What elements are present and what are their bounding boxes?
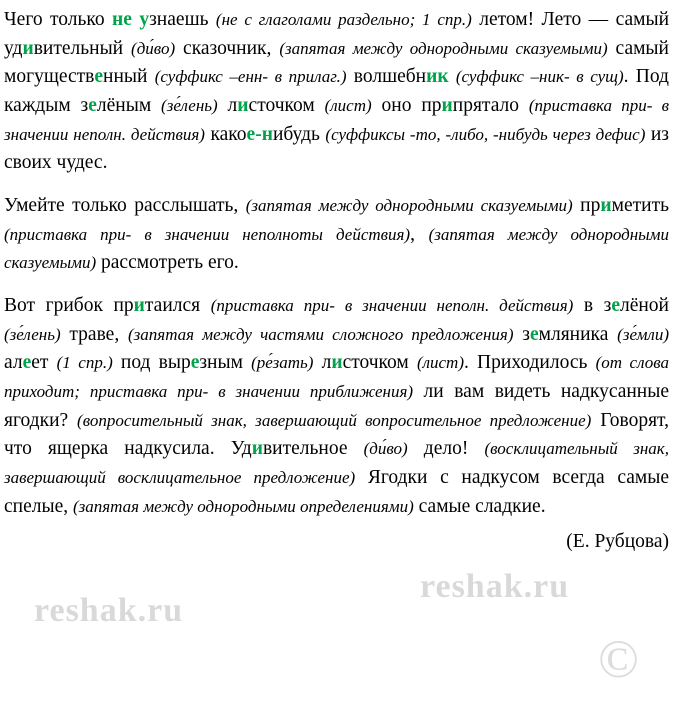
text-run	[449, 66, 456, 87]
grammar-note: (суффикс –енн- в прилаг.)	[154, 67, 347, 87]
grammar-note: (ре́зать)	[251, 353, 314, 373]
text-run: л	[313, 352, 332, 374]
text-run: сточком	[248, 94, 325, 116]
paragraph	[4, 6, 669, 178]
grammar-note: (от слова приходит; приставка при- в значении приближения)	[4, 353, 669, 401]
paragraph	[4, 192, 669, 278]
grammar-note: (приставка при- в значении неполн. действия)	[4, 95, 670, 144]
highlighted-morpheme: и	[331, 352, 343, 374]
highlighted-morpheme: е	[611, 294, 620, 316]
text-run: Вот грибок пр	[4, 294, 134, 316]
text-run: л	[217, 94, 238, 116]
text-run: дело!	[407, 438, 485, 460]
text-run: летом! Лето — самый уд	[4, 9, 670, 59]
grammar-note: (1 спр.)	[56, 353, 113, 373]
text-run: траве,	[60, 323, 128, 345]
highlighted-morpheme: ик	[426, 66, 449, 88]
text-run: под выр	[112, 352, 191, 374]
paragraph-list	[4, 6, 669, 521]
grammar-note: (запятая между однородными сказуемыми)	[279, 38, 608, 58]
grammar-note: (запятая между однородными сказуемыми)	[245, 195, 573, 215]
text-run: како	[204, 123, 247, 145]
highlighted-morpheme: е	[88, 94, 97, 116]
highlighted-morpheme: не	[112, 9, 132, 30]
text-run: вительный	[33, 37, 132, 59]
watermark-right: reshak.ru	[420, 568, 570, 605]
highlighted-morpheme: у	[139, 9, 150, 30]
text-run: сказочник,	[175, 37, 280, 59]
text-run: лёным	[96, 94, 162, 116]
text-run: ,	[410, 223, 429, 245]
paragraph	[4, 292, 669, 521]
grammar-note: (не с глаголами раздельно; 1 спр.)	[215, 10, 472, 29]
grammar-note: (зе́лень)	[4, 324, 61, 344]
text-run: мляника	[538, 323, 618, 345]
text-run	[208, 9, 215, 30]
highlighted-morpheme: е	[529, 323, 539, 345]
watermark-left: reshak.ru	[34, 592, 184, 629]
author-signature: (Е. Рубцова)	[566, 531, 669, 553]
grammar-note: (зе́мли)	[617, 324, 669, 344]
text-run: таился	[144, 294, 211, 316]
text-run: ибудь	[272, 123, 326, 145]
highlighted-morpheme: е	[22, 352, 32, 374]
grammar-note: (лист)	[416, 353, 464, 373]
text-run: рассмотреть его.	[96, 252, 239, 274]
grammar-note: (суффикс –ник- в сущ)	[455, 67, 624, 87]
highlighted-morpheme: и	[600, 194, 612, 216]
text-run: сточком	[342, 352, 417, 374]
grammar-note: (лист)	[324, 95, 372, 115]
text-run: Чего только	[4, 9, 113, 30]
text-run: Умейте только расслышать,	[4, 194, 246, 216]
copyright-watermark-icon: ©	[597, 629, 639, 689]
highlighted-morpheme: и	[133, 294, 145, 316]
text-run: прятало	[452, 94, 529, 116]
text-run: ли вам видеть надкусанные ягодки?	[4, 380, 669, 431]
grammar-note: (приставка при- в значении неполноты действия)	[4, 224, 411, 244]
highlighted-morpheme: и	[441, 94, 453, 116]
text-run: оно пр	[371, 94, 442, 116]
grammar-note: (запятая между однородными сказуемыми)	[4, 224, 669, 273]
text-run: нный	[103, 66, 155, 88]
text-run: метить	[611, 194, 669, 216]
grammar-note: (приставка при- в значении неполн. действия)	[210, 295, 574, 315]
grammar-note: (запятая между однородными определениями)	[72, 496, 414, 516]
text-run: из своих чудес.	[4, 123, 670, 174]
grammar-note: (зе́лень)	[161, 95, 218, 115]
text-run: . Под каждым з	[4, 66, 669, 116]
text-run: знае	[149, 9, 185, 30]
highlighted-morpheme: и	[251, 438, 263, 460]
text-run: в з	[573, 294, 612, 316]
text-run: пр	[572, 194, 601, 216]
text-run: вительное	[262, 438, 364, 460]
text-run: самые сладкие.	[413, 495, 546, 517]
highlighted-morpheme: е	[94, 66, 104, 88]
text-run: ет	[31, 352, 57, 374]
highlighted-morpheme: и	[237, 94, 249, 116]
highlighted-morpheme: е-н	[246, 123, 273, 145]
grammar-note: (ди́во)	[131, 38, 176, 58]
text-run: самый могуществ	[4, 37, 669, 88]
grammar-note: (ди́во)	[363, 439, 408, 459]
text-run: . Приходилось	[464, 352, 596, 374]
text-run: волшебн	[346, 66, 427, 88]
text-run: шь	[184, 9, 209, 30]
grammar-note: (восклицательный знак, завершающий восклицательное предложение)	[4, 439, 669, 487]
grammar-note: (суффиксы -то, -либо, -нибудь через дефис)	[325, 124, 646, 144]
grammar-note: (запятая между частями сложного предложения)	[128, 324, 514, 344]
highlighted-morpheme: е	[190, 352, 200, 374]
highlighted-morpheme: и	[22, 37, 34, 59]
text-run: Говорят, что ящерка надкусила. Уд	[4, 409, 669, 460]
text-run: з	[513, 323, 530, 345]
grammar-note: (вопросительный знак, завершающий вопросительное предложение)	[77, 410, 592, 430]
text-run: Ягодки с надкусом всегда самые спелые,	[4, 466, 670, 517]
text-run: лёной	[619, 294, 669, 316]
text-run: ал	[4, 352, 23, 374]
text-run: зным	[199, 352, 252, 374]
